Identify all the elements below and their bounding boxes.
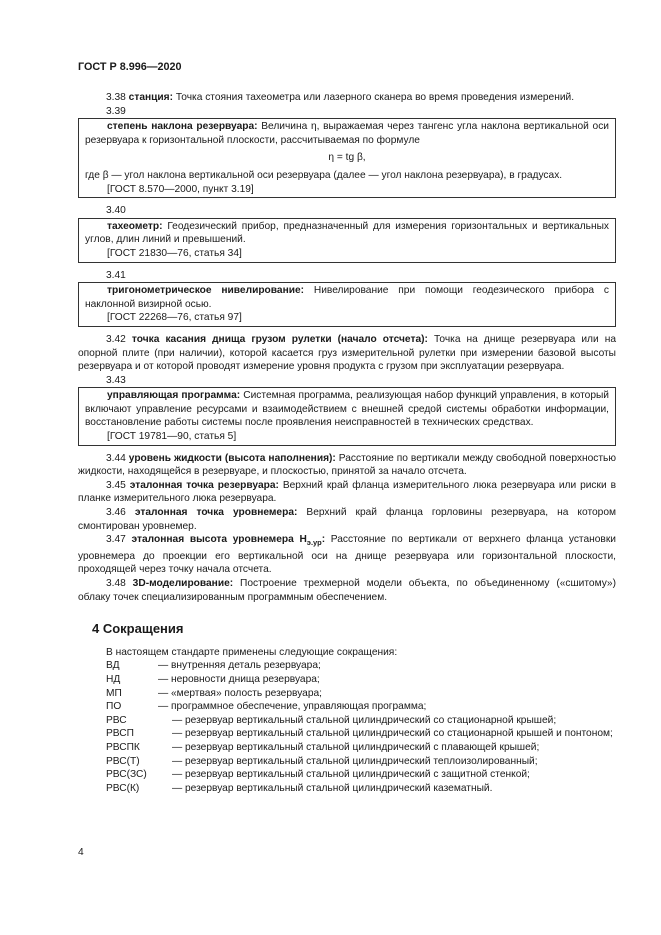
- page-number: 4: [78, 847, 84, 858]
- term-3-42: 3.42 точка касания днища грузом рулетки (начало отсчета): Точка на днище резервуара или на опорной плите (при наличии), которой касается груз измерительной рулетки при измерении базовой высоты резервуара и от которой проводят измерение уровня продукта с грузом при эксплуатации резервуара.: [78, 333, 616, 373]
- abbreviation-item: РВС(ЗС) — резервуар вертикальный стальной цилиндрический с защитной стенкой;: [106, 769, 530, 781]
- abbreviation-item: РВС — резервуар вертикальный стальной цилиндрический со стационарной крышей;: [106, 714, 557, 726]
- abbreviation-list: [78, 659, 616, 795]
- term-3-41-box: [78, 282, 616, 327]
- abbreviation-item: ПО — программное обеспечение, управляющая программа;: [106, 701, 427, 713]
- term-3-43-definition: управляющая программа: Системная программа, реализующая набор функций управления, в который включают управление ресурсами и взаимодействием с внешней средой системы обработки информации, восстановление работы системы после проявления неисправностей в технических средствах.: [85, 390, 609, 429]
- document-body: [78, 91, 616, 795]
- term-3-45: 3.45 эталонная точка резервуара: Верхний край фланца измерительного люка резервуара или риски в планке измерительного люка резервуара.: [78, 479, 617, 505]
- term-3-39-box: [78, 118, 616, 198]
- abbreviation-item: РВС(Т) — резервуар вертикальный стальной цилиндрический теплоизолированный;: [106, 755, 538, 767]
- term-3-44: 3.44 уровень жидкости (высота наполнения): Расстояние по вертикали между свободной поверхностью жидкости, находящейся в резервуаре, и плоскостью, принятой за начало отсчета.: [78, 452, 616, 478]
- section-title: 4 Сокращения: [92, 621, 184, 637]
- formula-explanation: где β — угол наклона вертикальной оси резервуара (далее — угол наклона резервуара), в градусах.: [85, 169, 563, 181]
- term-3-39-definition: степень наклона резервуара: Величина η, выражаемая через тангенс угла наклона вертикальной оси резервуара к горизонтальной плоскости, рассчитываемая по формуле: [85, 121, 609, 146]
- abbreviation-item: МП — «мертвая» полость резервуара;: [106, 687, 323, 699]
- term-3-40-definition: тахеометр: Геодезический прибор, предназначенный для измерения горизонтальных и вертикальных углов, длин линий и превышений.: [85, 220, 609, 246]
- term-3-38: 3.38 станция: Точка стояния тахеометра или лазерного сканера во время проведения измерений.: [106, 92, 575, 103]
- document-header: ГОСТ Р 8.996—2020: [78, 61, 182, 73]
- term-3-40-box: [78, 218, 616, 263]
- term-3-39-number: 3.39: [106, 105, 126, 117]
- reference: [ГОСТ 19781—90, статья 5]: [107, 431, 237, 443]
- abbreviation-item: РВСПК — резервуар вертикальный стальной цилиндрический с плавающей крышей;: [106, 741, 540, 753]
- term-3-41-number: 3.41: [106, 269, 126, 281]
- term-3-48: 3.48 3D-моделирование: Построение трехмерной модели объекта, по объединенному («сшитому») облаку точек специализированным программным обеспечением.: [78, 578, 616, 603]
- abbreviation-item: РВС(К) — резервуар вертикальный стальной цилиндрический казематный.: [106, 782, 493, 794]
- formula: η = tg β,: [328, 152, 366, 164]
- abbreviation-item: РВСП — резервуар вертикальный стальной цилиндрический со стационарной крышей и понтоном;: [106, 728, 613, 740]
- reference: [ГОСТ 8.570—2000, пункт 3.19]: [107, 183, 254, 195]
- term-3-41-definition: тригонометрическое нивелирование: Нивелирование при помощи геодезического прибора с наклонной визирной осью.: [85, 285, 609, 310]
- term-3-47: 3.47 эталонная высота уровнемера $H_{э.ур}$: Расстояние по вертикали от верхнего фланца установки уровнемера до проекции его вертикальной оси на днище резервуара или горизонтальной плоскости, проходящей через точку начала отсчета.: [78, 534, 616, 576]
- reference: [ГОСТ 22268—76, статья 97]: [107, 312, 242, 324]
- term-3-43-number: 3.43: [106, 374, 126, 386]
- term-3-40-number: 3.40: [106, 205, 126, 217]
- reference: [ГОСТ 21830—76, статья 34]: [107, 247, 242, 259]
- abbreviation-item: НД — неровности днища резервуара;: [106, 674, 320, 685]
- term-3-46: 3.46 эталонная точка уровнемера: Верхний край фланца горловины резервуара, на котором смонтирован уровнемер.: [78, 507, 616, 532]
- term-3-43-box: [78, 387, 616, 445]
- abbreviation-item: ВД — внутренняя деталь резервуара;: [106, 660, 321, 672]
- section-intro: В настоящем стандарте применены следующие сокращения:: [106, 646, 398, 658]
